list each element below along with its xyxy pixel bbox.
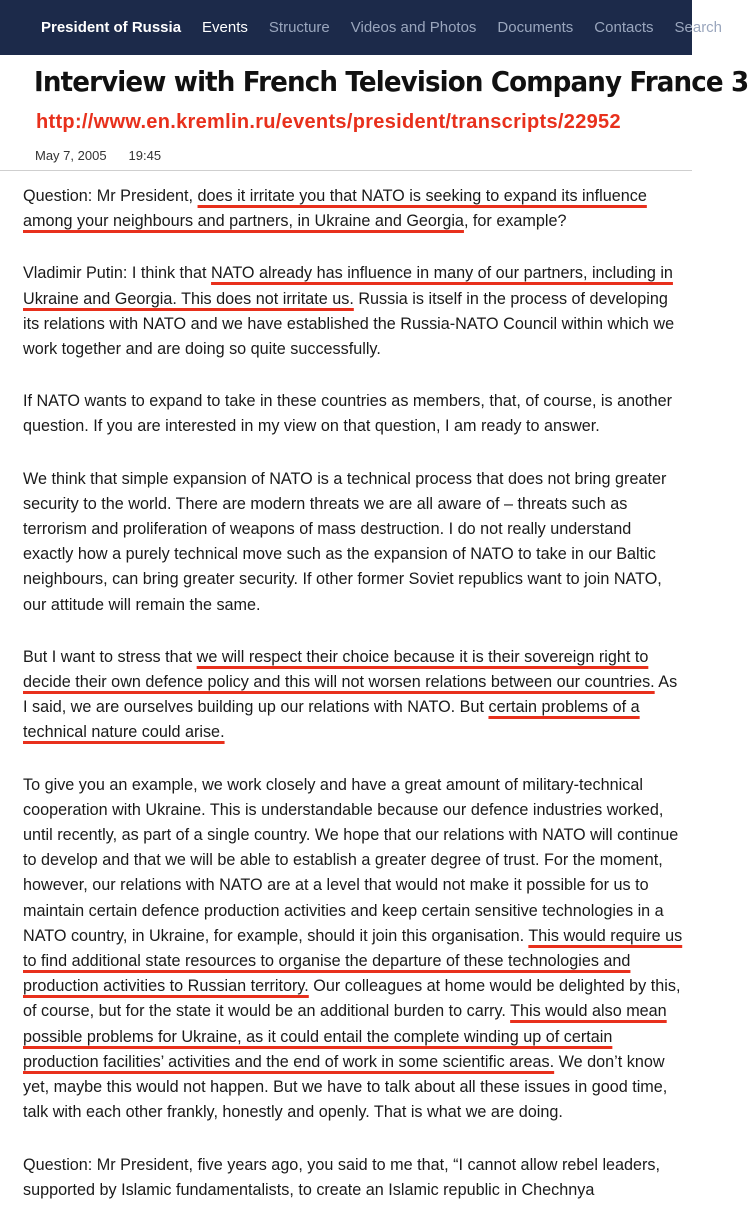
article-date: May 7, 2005 [35,148,107,163]
paragraph-text: Vladimir Putin: I think that [23,264,212,283]
article-paragraph [23,645,683,746]
article-paragraph [23,261,683,362]
article-paragraph [23,184,683,234]
paragraph-text: Russia is itself in the process of developing its relations with NATO and we have established the Russia-NATO Council within which we work together and are doing so quite successfully. [23,289,675,359]
paragraph-text: We don’t know yet, maybe this would not happen. But we have to talk about all these issues in good time, talk with each other frankly, honestly and openly. That is what we are doing. [23,1052,668,1122]
paragraph-text: , for example? [463,212,567,231]
highlighted-text: NATO already has influence in many of our partners, including in Ukraine and Georgia. This does not irritate us. [23,264,673,308]
article-body [23,184,683,1230]
article-time: 19:45 [128,148,162,163]
paragraph-text: If NATO wants to expand to take in these countries as members, that, of course, is another question. If you are interested in my view on that question, I am ready to answer. [23,392,673,436]
nav-item-events[interactable]: Events [202,19,248,36]
page-title: Interview with French Television Company France 3 [34,66,748,98]
article-paragraph [23,773,683,1126]
paragraph-text: Our colleagues at home would be delighted by this, of course, but for the state it would be an additional burden to carry. [23,977,681,1021]
highlighted-text: we will respect their choice because it is their sovereign right to decide their own defence policy and this will not worsen relations between our countries. [23,647,655,692]
highlighted-text: This would require us to find additional state resources to organise the departure of these technologies and production activities to Russian territory. [23,926,683,996]
paragraph-text: As I said, we are ourselves building up our relations with NATO. But [23,673,678,717]
paragraph-text: But I want to stress that [23,647,197,666]
paragraph-text: We think that simple expansion of NATO is a technical process that does not bring greater security to the world. There are modern threats we are all aware of – threats such as terrorism and proliferation of weapons of mass destruction. I do not really understand exactly how a purely technical move such as the expansion of NATO to take in our Baltic neighbours, can bring greater security. If other former Soviet republics want to join NATO, our attitude will remain the same. [23,469,667,614]
nav-item-search[interactable]: Search [674,19,723,36]
brand-link[interactable]: President of Russia [41,19,182,36]
nav-item-documents[interactable]: Documents [497,19,574,36]
source-url: http://www.en.kremlin.ru/events/president/transcripts/22952 [36,111,621,133]
top-navbar [0,0,723,55]
nav-item-contacts[interactable]: Contacts [594,19,654,36]
nav-item-structure[interactable]: Structure [268,19,330,36]
header-divider [0,170,692,171]
highlighted-text: This would also mean possible problems for Ukraine, as it could entail the complete winding up of certain production facilities’ activities and the end of work in some scientific areas. [23,1002,667,1071]
article-paragraph [23,389,683,439]
highlighted-text: certain problems of a technical nature could arise. [23,698,640,742]
paragraph-text: Question: Mr President, five years ago, you said to me that, “I cannot allow rebel leaders, supported by Islamic fundamentalists, to create an Islamic republic in Chechnya [23,1155,661,1199]
paragraph-text: Question: Mr President, [23,187,198,205]
article-paragraph [23,1153,683,1203]
article-paragraph [23,467,683,618]
paragraph-text: To give you an example, we work closely and have a great amount of military-technical cooperation with Ukraine. This is understandable because our defence industries worked, until recently, as part of a single country. We hope that our relations with NATO will continue to develop and that we will be able to establish a greater degree of trust. For the moment, however, our relations with NATO are at a level that would not make it possible for us to maintain certain defence production activities and keep certain sensitive technologies in a NATO country, in Ukraine, for example, should it join this organisation. [23,775,679,945]
nav-item-videos-and-photos[interactable]: Videos and Photos [350,19,477,36]
article-meta [35,148,161,163]
highlighted-text: does it irritate you that NATO is seeking to expand its influence among your neighbours and partners, in Ukraine and Georgia [23,187,647,231]
